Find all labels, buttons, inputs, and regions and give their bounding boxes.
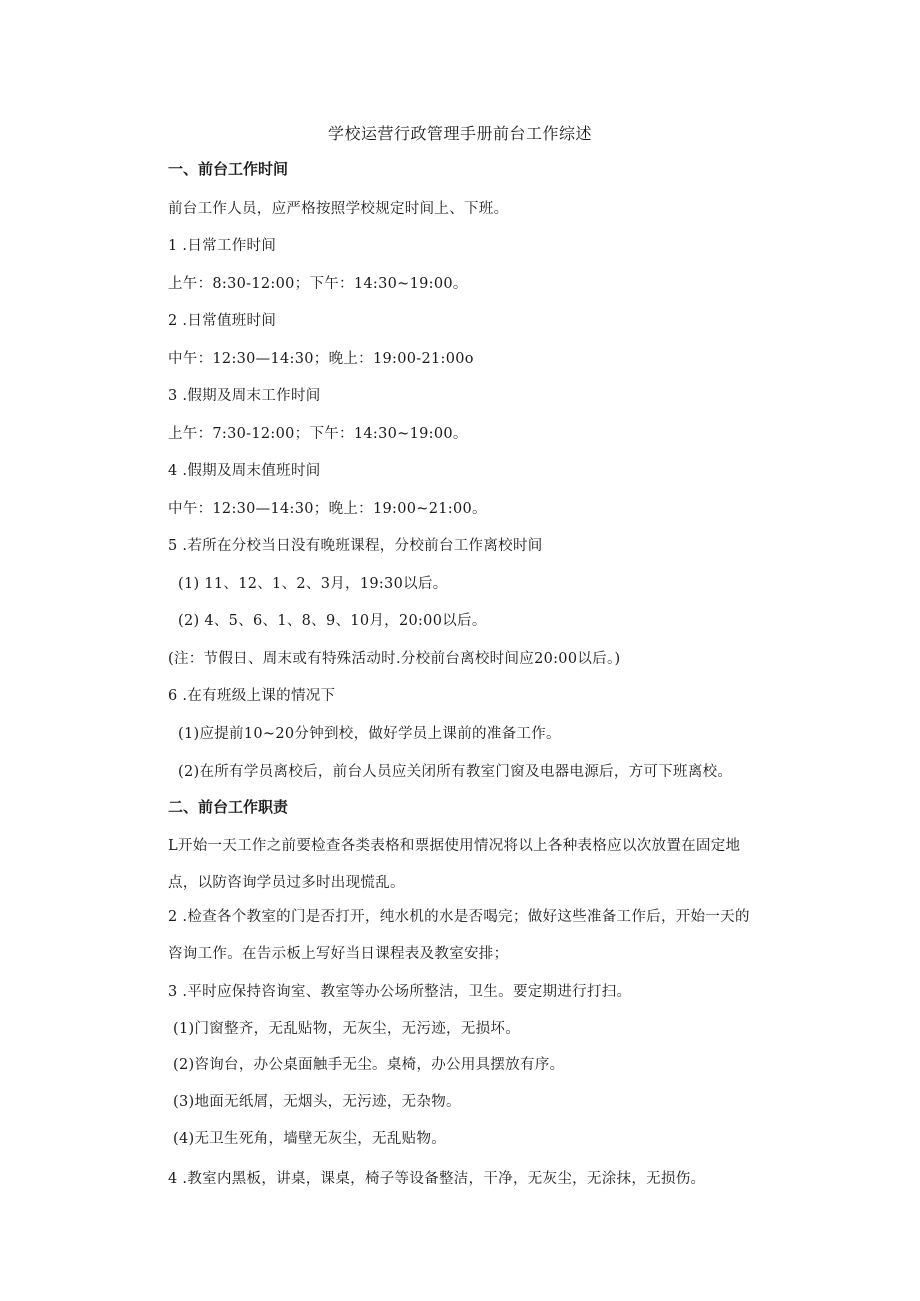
- item2-label: 2 .日常值班时间: [168, 313, 277, 329]
- item1-label: 1 .日常工作时间: [168, 238, 277, 254]
- item3-label: 3 .假期及周末工作时间: [168, 388, 321, 404]
- item4-label: 4 .假期及周末值班时间: [168, 463, 321, 479]
- item6-sub1: (1)应提前10~20分钟到校，做好学员上课前的准备工作。: [178, 726, 561, 742]
- p1-line1: L开始一天工作之前要检查各类表格和票据使用情况将以上各种表格应以次放置在固定地: [168, 838, 741, 854]
- item5-sub2: (2) 4、5、6、1、8、9、10月，20:00以后。: [178, 613, 487, 629]
- item1-text: 上午：8:30-12:00；下午：14:30~19:00。: [168, 276, 468, 292]
- item6-label: 6 .在有班级上课的情况下: [168, 688, 336, 704]
- p3-sub4: (4)无卫生死角，墙壁无灰尘，无乱贴物。: [173, 1131, 447, 1147]
- p3-sub1: (1)门窗整齐，无乱贴物，无灰尘，无污迹，无损坏。: [173, 1021, 521, 1037]
- section1-intro: 前台工作人员，应严格按照学校规定时间上、下班。: [168, 201, 509, 217]
- p3-sub3: (3)地面无纸屑，无烟头，无污迹，无杂物。: [173, 1094, 461, 1110]
- item5-sub1: (1) 11、12、1、2、3月，19:30以后。: [178, 576, 448, 592]
- document-title: 学校运营行政管理手册前台工作综述: [327, 124, 592, 143]
- p1-line2: 点，以防咨询学员过多时出现慌乱。: [168, 875, 405, 891]
- note: (注：节假日、周末或有特殊活动时.分校前台离校时间应20:00以后。): [168, 651, 621, 667]
- p3-sub2: (2)咨询台，办公桌面触手无尘。桌椅，办公用具摆放有序。: [173, 1057, 565, 1073]
- p4: 4 .教室内黑板，讲桌，课桌，椅子等设备整洁，干净，无灰尘，无涂抹，无损伤。: [168, 1171, 706, 1187]
- item4-text: 中午：12:30—14:30；晚上：19:00~21:00。: [168, 501, 487, 517]
- item3-text: 上午：7:30-12:00；下午：14:30~19:00。: [168, 426, 468, 442]
- item2-text: 中午：12:30—14:30；晚上：19:00-21:00o: [168, 351, 474, 367]
- item5-label: 5 .若所在分校当日没有晚班课程，分校前台工作离校时间: [168, 538, 543, 554]
- item6-sub2: (2)在所有学员离校后，前台人员应关闭所有教室门窗及电器电源后，方可下班离校。: [178, 764, 733, 780]
- p3: 3 .平时应保持咨询室、教室等办公场所整洁，卫生。要定期进行打扫。: [168, 984, 632, 1000]
- p2-line2: 咨询工作。在告示板上写好当日课程表及教室安排；: [168, 946, 509, 962]
- section1-heading: 一、前台工作时间: [168, 160, 289, 178]
- section2-heading: 二、前台工作职责: [168, 798, 289, 816]
- p2-line1: 2 .检查各个教室的门是否打开，纯水机的水是否喝完；做好这些准备工作后，开始一天的: [168, 909, 750, 925]
